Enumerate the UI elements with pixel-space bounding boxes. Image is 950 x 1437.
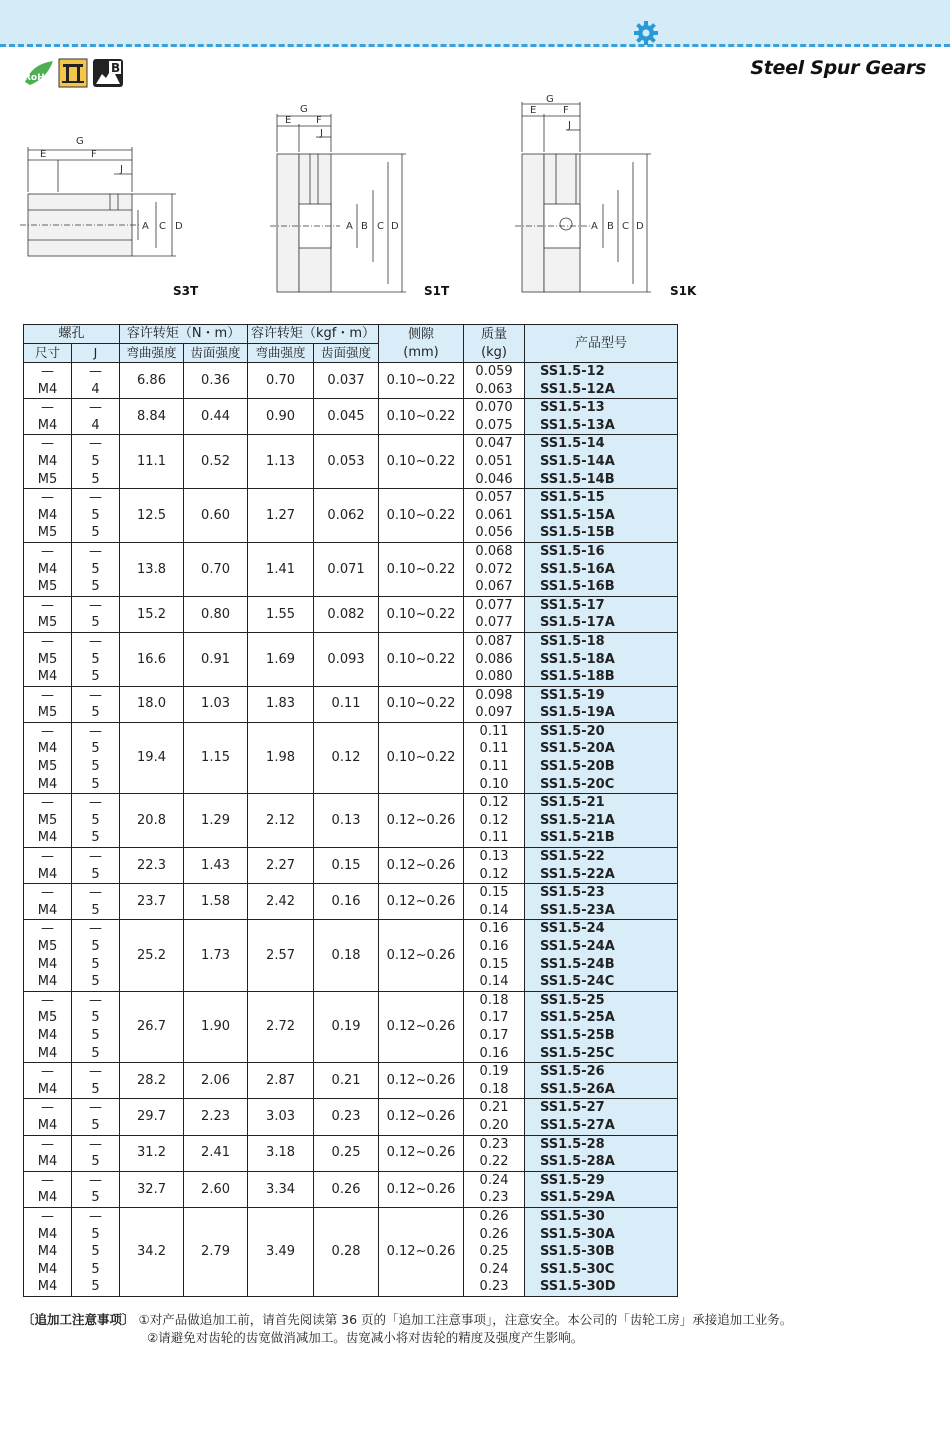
- cell-models: SS1.5-30 SS1.5-30A SS1.5-30B SS1.5-30C SS1.5-30D: [525, 1207, 678, 1296]
- cell-bend-nm: 11.1: [120, 435, 184, 489]
- cell-js: — 5 5 5: [72, 991, 120, 1062]
- cell-backlash: 0.12~0.26: [379, 1171, 464, 1207]
- spec-table-body: [24, 363, 678, 1297]
- cell-face-kgf: 0.12: [314, 722, 379, 793]
- cell-face-kgf: 0.13: [314, 794, 379, 848]
- cell-backlash: 0.10~0.22: [379, 722, 464, 793]
- cell-js: — 5 5 5 5: [72, 1207, 120, 1296]
- cell-bend-nm: 31.2: [120, 1135, 184, 1171]
- svg-text:C: C: [622, 221, 629, 232]
- cell-bend-kgf: 1.69: [248, 632, 314, 686]
- cell-face-kgf: 0.11: [314, 686, 379, 722]
- cell-models: SS1.5-19 SS1.5-19A: [525, 686, 678, 722]
- note-line-2: ②请避免对齿轮的齿宽做消减加工。齿宽减小将对齿轮的精度及强度产生影响。: [147, 1330, 584, 1345]
- notes: [22, 1311, 942, 1347]
- cell-sizes: — M4: [24, 399, 72, 435]
- cell-js: — 5 5 5: [72, 722, 120, 793]
- cell-models: SS1.5-24 SS1.5-24A SS1.5-24B SS1.5-24C: [525, 920, 678, 991]
- cell-face-nm: 2.06: [184, 1063, 248, 1099]
- b-grade-icon: [92, 58, 124, 88]
- cell-models: SS1.5-12 SS1.5-12A: [525, 363, 678, 399]
- table-row: [24, 722, 678, 793]
- cell-bend-kgf: 3.18: [248, 1135, 314, 1171]
- cell-backlash: 0.10~0.22: [379, 542, 464, 596]
- cell-models: SS1.5-28 SS1.5-28A: [525, 1135, 678, 1171]
- svg-text:B: B: [111, 61, 121, 75]
- cell-models: SS1.5-13 SS1.5-13A: [525, 399, 678, 435]
- cell-sizes: — M4: [24, 363, 72, 399]
- table-row: [24, 435, 678, 489]
- cell-bend-kgf: 2.87: [248, 1063, 314, 1099]
- table-row: [24, 596, 678, 632]
- table-row: [24, 884, 678, 920]
- cell-sizes: — M5 M4 M4: [24, 920, 72, 991]
- table-row: [24, 489, 678, 543]
- header-face-nm: 齿面强度: [184, 344, 248, 363]
- table-row: [24, 991, 678, 1062]
- cell-face-kgf: 0.053: [314, 435, 379, 489]
- header-mass: 质量 (kg): [464, 325, 525, 363]
- cell-face-nm: 2.60: [184, 1171, 248, 1207]
- svg-text:C: C: [377, 221, 384, 232]
- table-row: [24, 399, 678, 435]
- cell-bend-nm: 20.8: [120, 794, 184, 848]
- cell-backlash: 0.10~0.22: [379, 686, 464, 722]
- cell-backlash: 0.10~0.22: [379, 435, 464, 489]
- cell-models: SS1.5-21 SS1.5-21A SS1.5-21B: [525, 794, 678, 848]
- cell-sizes: — M5 M4: [24, 794, 72, 848]
- table-row: [24, 363, 678, 399]
- svg-text:A: A: [346, 221, 353, 232]
- svg-text:A: A: [142, 221, 149, 232]
- svg-text:B: B: [361, 221, 368, 232]
- cell-js: — 5: [72, 596, 120, 632]
- cell-bend-kgf: 0.90: [248, 399, 314, 435]
- svg-text:RoHS: RoHS: [24, 73, 52, 83]
- svg-text:E: E: [40, 149, 47, 160]
- svg-text:J: J: [320, 128, 323, 139]
- svg-text:G: G: [300, 104, 308, 115]
- cell-bend-nm: 32.7: [120, 1171, 184, 1207]
- cell-sizes: — M4: [24, 848, 72, 884]
- table-row: [24, 542, 678, 596]
- cell-models: SS1.5-23 SS1.5-23A: [525, 884, 678, 920]
- svg-text:D: D: [636, 221, 644, 232]
- header-model: 产品型号: [525, 325, 678, 363]
- cell-masses: 0.059 0.063: [464, 363, 525, 399]
- svg-text:J: J: [568, 120, 571, 131]
- svg-text:F: F: [563, 105, 569, 116]
- cell-bend-kgf: 2.57: [248, 920, 314, 991]
- cell-face-nm: 1.90: [184, 991, 248, 1062]
- cell-js: — 5 5: [72, 542, 120, 596]
- s1t-drawing: [270, 114, 406, 292]
- cell-face-kgf: 0.062: [314, 489, 379, 543]
- cell-backlash: 0.10~0.22: [379, 632, 464, 686]
- cell-face-kgf: 0.21: [314, 1063, 379, 1099]
- cell-sizes: — M4: [24, 1135, 72, 1171]
- cell-js: — 4: [72, 363, 120, 399]
- cell-bend-nm: 13.8: [120, 542, 184, 596]
- cell-face-nm: 1.03: [184, 686, 248, 722]
- cell-face-kgf: 0.23: [314, 1099, 379, 1135]
- cell-face-kgf: 0.037: [314, 363, 379, 399]
- cell-bend-kgf: 2.12: [248, 794, 314, 848]
- svg-text:C: C: [159, 221, 166, 232]
- header-screw: 螺孔: [24, 325, 120, 344]
- cell-bend-kgf: 1.41: [248, 542, 314, 596]
- cell-bend-nm: 18.0: [120, 686, 184, 722]
- cell-models: SS1.5-16 SS1.5-16A SS1.5-16B: [525, 542, 678, 596]
- cell-models: SS1.5-27 SS1.5-27A: [525, 1099, 678, 1135]
- cell-bend-nm: 15.2: [120, 596, 184, 632]
- cell-face-kgf: 0.25: [314, 1135, 379, 1171]
- svg-text:B: B: [607, 221, 614, 232]
- cell-sizes: — M4 M4 M4 M4: [24, 1207, 72, 1296]
- cell-masses: 0.077 0.077: [464, 596, 525, 632]
- cell-masses: 0.21 0.20: [464, 1099, 525, 1135]
- cell-bend-nm: 25.2: [120, 920, 184, 991]
- cell-models: SS1.5-15 SS1.5-15A SS1.5-15B: [525, 489, 678, 543]
- header-j: J: [72, 344, 120, 363]
- cell-bend-nm: 19.4: [120, 722, 184, 793]
- diagram-label-s1k: S1K: [670, 284, 697, 298]
- cell-face-nm: 1.43: [184, 848, 248, 884]
- cell-backlash: 0.10~0.22: [379, 363, 464, 399]
- cell-masses: 0.26 0.26 0.25 0.24 0.23: [464, 1207, 525, 1296]
- cell-sizes: — M4 M5: [24, 435, 72, 489]
- gear-diagrams: [0, 92, 950, 302]
- cell-bend-kgf: 0.70: [248, 363, 314, 399]
- cell-sizes: — M4: [24, 1171, 72, 1207]
- cell-backlash: 0.12~0.26: [379, 1207, 464, 1296]
- cell-face-kgf: 0.18: [314, 920, 379, 991]
- cell-sizes: — M5: [24, 686, 72, 722]
- cell-sizes: — M4: [24, 1099, 72, 1135]
- svg-text:E: E: [530, 105, 537, 116]
- cell-bend-nm: 12.5: [120, 489, 184, 543]
- cell-face-kgf: 0.15: [314, 848, 379, 884]
- cell-masses: 0.098 0.097: [464, 686, 525, 722]
- cell-masses: 0.18 0.17 0.17 0.16: [464, 991, 525, 1062]
- cell-backlash: 0.12~0.26: [379, 1063, 464, 1099]
- cell-bend-kgf: 2.72: [248, 991, 314, 1062]
- table-row: [24, 686, 678, 722]
- cell-bend-nm: 28.2: [120, 1063, 184, 1099]
- cell-js: — 5: [72, 1135, 120, 1171]
- cell-js: — 5: [72, 686, 120, 722]
- svg-text:G: G: [76, 136, 84, 147]
- cell-backlash: 0.12~0.26: [379, 991, 464, 1062]
- cell-face-nm: 1.58: [184, 884, 248, 920]
- notes-label: 〔追加工注意事项〕: [22, 1312, 135, 1327]
- cell-face-kgf: 0.19: [314, 991, 379, 1062]
- cell-backlash: 0.10~0.22: [379, 489, 464, 543]
- cell-face-kgf: 0.071: [314, 542, 379, 596]
- cell-face-kgf: 0.16: [314, 884, 379, 920]
- cell-backlash: 0.12~0.26: [379, 794, 464, 848]
- cell-bend-nm: 26.7: [120, 991, 184, 1062]
- cell-models: SS1.5-22 SS1.5-22A: [525, 848, 678, 884]
- svg-text:D: D: [175, 221, 183, 232]
- header-torque-kgf: 容许转矩（kgf・m）: [248, 325, 379, 344]
- cell-backlash: 0.12~0.26: [379, 1135, 464, 1171]
- cell-face-nm: 2.41: [184, 1135, 248, 1171]
- cell-masses: 0.23 0.22: [464, 1135, 525, 1171]
- cell-masses: 0.068 0.072 0.067: [464, 542, 525, 596]
- cell-masses: 0.24 0.23: [464, 1171, 525, 1207]
- cell-face-nm: 0.60: [184, 489, 248, 543]
- cell-masses: 0.087 0.086 0.080: [464, 632, 525, 686]
- cell-models: SS1.5-25 SS1.5-25A SS1.5-25B SS1.5-25C: [525, 991, 678, 1062]
- cell-bend-kgf: 3.34: [248, 1171, 314, 1207]
- cell-masses: 0.047 0.051 0.046: [464, 435, 525, 489]
- cell-masses: 0.15 0.14: [464, 884, 525, 920]
- cell-backlash: 0.10~0.22: [379, 596, 464, 632]
- cell-sizes: — M4 M5: [24, 542, 72, 596]
- cell-face-kgf: 0.28: [314, 1207, 379, 1296]
- cell-backlash: 0.12~0.26: [379, 848, 464, 884]
- cell-bend-kgf: 1.27: [248, 489, 314, 543]
- table-row: [24, 848, 678, 884]
- cell-bend-kgf: 2.27: [248, 848, 314, 884]
- cell-face-nm: 0.44: [184, 399, 248, 435]
- header-bend-nm: 弯曲强度: [120, 344, 184, 363]
- table-row: [24, 1171, 678, 1207]
- cell-backlash: 0.10~0.22: [379, 399, 464, 435]
- svg-text:G: G: [546, 94, 554, 105]
- cell-face-nm: 2.79: [184, 1207, 248, 1296]
- cell-face-kgf: 0.045: [314, 399, 379, 435]
- cell-js: — 5 5: [72, 435, 120, 489]
- cell-sizes: — M4 M5 M4: [24, 722, 72, 793]
- cell-bend-kgf: 3.49: [248, 1207, 314, 1296]
- cell-masses: 0.070 0.075: [464, 399, 525, 435]
- cell-face-nm: 0.70: [184, 542, 248, 596]
- cell-js: — 5 5 5: [72, 920, 120, 991]
- cell-models: SS1.5-17 SS1.5-17A: [525, 596, 678, 632]
- cell-face-nm: 2.23: [184, 1099, 248, 1135]
- cell-face-nm: 0.91: [184, 632, 248, 686]
- cell-sizes: — M4 M5: [24, 489, 72, 543]
- cell-masses: 0.13 0.12: [464, 848, 525, 884]
- cell-models: SS1.5-26 SS1.5-26A: [525, 1063, 678, 1099]
- cell-bend-nm: 34.2: [120, 1207, 184, 1296]
- cell-face-kgf: 0.093: [314, 632, 379, 686]
- cell-face-nm: 0.52: [184, 435, 248, 489]
- page-title: Steel Spur Gears: [750, 57, 926, 79]
- cell-bend-nm: 22.3: [120, 848, 184, 884]
- table-row: [24, 794, 678, 848]
- svg-text:J: J: [120, 164, 123, 175]
- cell-js: — 5 5: [72, 489, 120, 543]
- cell-face-kgf: 0.26: [314, 1171, 379, 1207]
- header-size: 尺寸: [24, 344, 72, 363]
- cell-bend-kgf: 1.13: [248, 435, 314, 489]
- cell-face-kgf: 0.082: [314, 596, 379, 632]
- cell-masses: 0.057 0.061 0.056: [464, 489, 525, 543]
- s3t-drawing: [20, 147, 176, 256]
- cell-js: — 5: [72, 848, 120, 884]
- cell-bend-kgf: 1.55: [248, 596, 314, 632]
- cell-masses: 0.19 0.18: [464, 1063, 525, 1099]
- cell-bend-nm: 8.84: [120, 399, 184, 435]
- table-row: [24, 1099, 678, 1135]
- table-row: [24, 632, 678, 686]
- cell-masses: 0.11 0.11 0.11 0.10: [464, 722, 525, 793]
- table-row: [24, 1135, 678, 1171]
- cell-bend-nm: 6.86: [120, 363, 184, 399]
- table-row: [24, 920, 678, 991]
- svg-text:D: D: [391, 221, 399, 232]
- cell-bend-kgf: 3.03: [248, 1099, 314, 1135]
- table-row: [24, 1207, 678, 1296]
- cell-js: — 5: [72, 1099, 120, 1135]
- s1k-drawing: [515, 102, 651, 292]
- cell-masses: 0.12 0.12 0.11: [464, 794, 525, 848]
- cell-js: — 5: [72, 1063, 120, 1099]
- cell-face-nm: 1.29: [184, 794, 248, 848]
- cell-backlash: 0.12~0.26: [379, 920, 464, 991]
- cell-js: — 5 5: [72, 794, 120, 848]
- cell-backlash: 0.12~0.26: [379, 884, 464, 920]
- cell-bend-kgf: 1.83: [248, 686, 314, 722]
- header-backlash: 侧隙 (mm): [379, 325, 464, 363]
- cell-face-nm: 0.80: [184, 596, 248, 632]
- spec-table: [23, 324, 678, 1297]
- cell-bend-kgf: 2.42: [248, 884, 314, 920]
- material-icon: [58, 58, 88, 88]
- cell-sizes: — M4: [24, 884, 72, 920]
- svg-text:A: A: [591, 221, 598, 232]
- svg-text:E: E: [285, 115, 292, 126]
- cell-js: — 4: [72, 399, 120, 435]
- cell-models: SS1.5-29 SS1.5-29A: [525, 1171, 678, 1207]
- cell-js: — 5: [72, 1171, 120, 1207]
- cell-models: SS1.5-20 SS1.5-20A SS1.5-20B SS1.5-20C: [525, 722, 678, 793]
- cell-js: — 5 5: [72, 632, 120, 686]
- cell-face-nm: 1.73: [184, 920, 248, 991]
- cell-sizes: — M4: [24, 1063, 72, 1099]
- cell-sizes: — M5 M4 M4: [24, 991, 72, 1062]
- cell-backlash: 0.12~0.26: [379, 1099, 464, 1135]
- top-band: [0, 0, 950, 47]
- cell-sizes: — M5 M4: [24, 632, 72, 686]
- cell-face-nm: 1.15: [184, 722, 248, 793]
- svg-text:F: F: [91, 149, 97, 160]
- note-line-1: 〔追加工注意事项〕 ①对产品做追加工前，请首先阅读第 36 页的「追加工注意事项」，注意安全。本公司的「齿轮工房」承接追加工业务。: [22, 1312, 793, 1327]
- cell-js: — 5: [72, 884, 120, 920]
- diagram-label-s3t: S3T: [173, 284, 199, 298]
- cell-bend-kgf: 1.98: [248, 722, 314, 793]
- header-bend-kgf: 弯曲强度: [248, 344, 314, 363]
- cell-bend-nm: 29.7: [120, 1099, 184, 1135]
- cell-sizes: — M5: [24, 596, 72, 632]
- cell-face-nm: 0.36: [184, 363, 248, 399]
- gear-icon: [633, 20, 659, 46]
- svg-text:F: F: [316, 115, 322, 126]
- cell-models: SS1.5-14 SS1.5-14A SS1.5-14B: [525, 435, 678, 489]
- rohs-icon: [22, 58, 56, 88]
- cell-bend-nm: 23.7: [120, 884, 184, 920]
- table-row: [24, 1063, 678, 1099]
- header-face-kgf: 齿面强度: [314, 344, 379, 363]
- cell-models: SS1.5-18 SS1.5-18A SS1.5-18B: [525, 632, 678, 686]
- header-torque-nm: 容许转矩（N・m）: [120, 325, 248, 344]
- cell-masses: 0.16 0.16 0.15 0.14: [464, 920, 525, 991]
- cell-bend-nm: 16.6: [120, 632, 184, 686]
- diagram-label-s1t: S1T: [424, 284, 450, 298]
